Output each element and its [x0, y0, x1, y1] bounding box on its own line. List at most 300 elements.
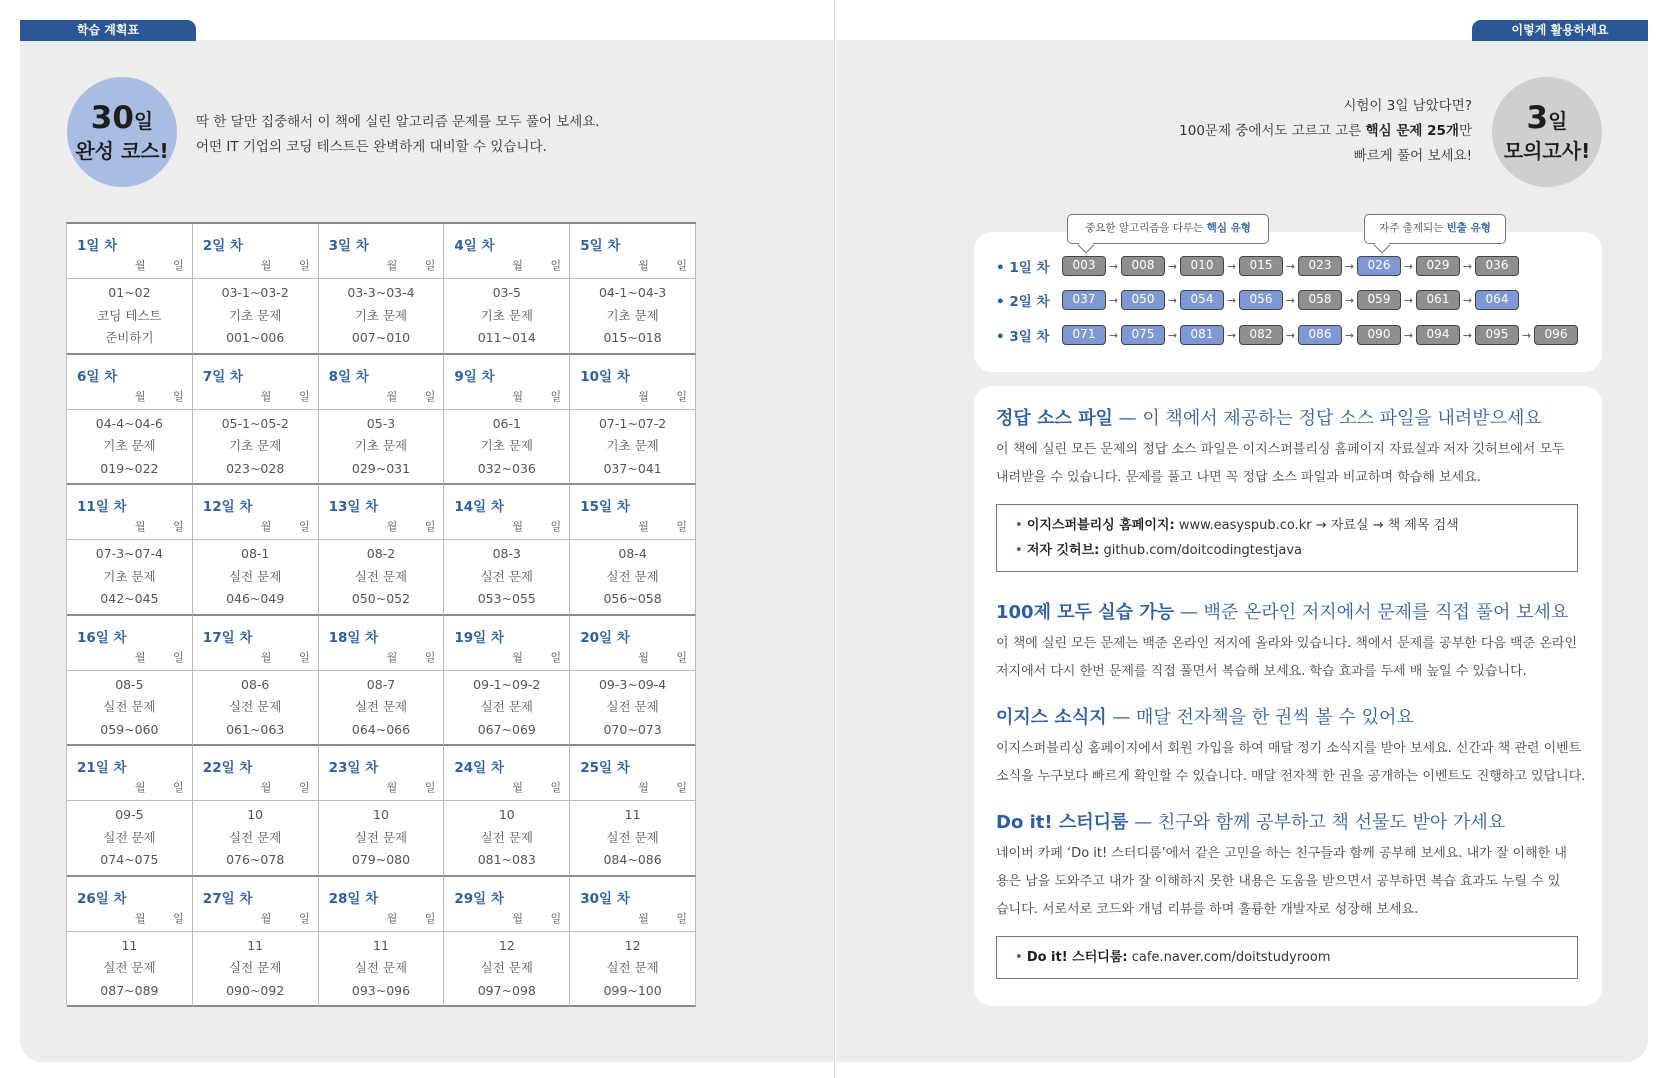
arrow-right-icon: →: [1167, 293, 1178, 307]
github-link[interactable]: • 저자 깃허브: github.com/doitcodingtestjava: [1015, 538, 1577, 563]
study-room-link-box: [996, 936, 1578, 979]
problem-range: 099~100: [603, 982, 662, 998]
cell-content: [67, 410, 192, 484]
cell-header: [67, 746, 192, 801]
day-label: 5일 차: [580, 238, 621, 254]
date-blank: 일: [676, 911, 687, 925]
schedule-day-cell: [67, 485, 193, 616]
date-blank: 일: [550, 781, 562, 794]
problem-range: 046~049: [226, 591, 285, 606]
chapter-range: 10: [247, 807, 264, 822]
right-header-tab: 이렇게 활용하세요: [1472, 20, 1648, 41]
problem-number-pill: 086: [1298, 325, 1342, 345]
month-blank: 월: [386, 911, 398, 925]
section-body: 이지스퍼블리싱 홈페이지에서 회원 가입을 하여 매달 정기 소식지를 받아 보세요. 신간과 책 관련 이벤트 소식을 누구보다 빠르게 확인할 수 있습니다. 매달 전자책 한 권을 공개하는 이벤트도 진행하고 있답니다.: [996, 741, 1586, 784]
chapter-range: 08-6: [241, 676, 270, 692]
mock-day-row: [996, 289, 1519, 311]
month-blank: 월: [638, 389, 649, 403]
cell-content: [444, 671, 569, 745]
month-blank: 월: [386, 781, 398, 794]
problem-number-pill: 075: [1121, 325, 1165, 345]
date-blank: 일: [676, 259, 687, 272]
schedule-day-cell: [444, 877, 570, 1008]
newsletter-section: [996, 703, 1586, 791]
problem-range: 050~052: [351, 591, 411, 606]
problem-category: 실전 문제: [229, 699, 282, 714]
date-blank: 일: [424, 911, 436, 925]
cell-content: [444, 279, 569, 353]
chapter-range: 08-7: [366, 676, 396, 692]
month-blank: 월: [260, 650, 272, 664]
month-blank: 월: [135, 389, 146, 403]
chapter-range: 11: [624, 807, 641, 822]
date-blank: 일: [173, 911, 184, 925]
cell-content: [444, 540, 569, 614]
arrow-right-icon: →: [1403, 259, 1414, 273]
problem-range: 070~073: [603, 721, 662, 737]
problem-category: 기초 문제: [103, 438, 156, 453]
problem-range: 061~063: [226, 721, 285, 737]
day-label: 15일 차: [580, 499, 630, 515]
date-blank: 일: [424, 389, 436, 403]
schedule-day-cell: [570, 224, 696, 355]
month-blank: 월: [135, 911, 146, 925]
problem-category: 실전 문제: [480, 960, 533, 975]
month-blank: 월: [638, 781, 649, 794]
intro-line: 빠르게 풀어 보세요!: [1353, 148, 1472, 164]
cell-header: [193, 746, 318, 801]
month-blank: 월: [638, 650, 649, 664]
date-blank: 일: [550, 520, 562, 533]
arrow-right-icon: →: [1226, 293, 1237, 307]
schedule-day-cell: [193, 355, 319, 486]
intro-line: 100문제 중에서도 고르고 고른 핵심 문제 25개만: [1179, 123, 1472, 139]
cell-header: [67, 224, 192, 279]
chapter-range: 11: [373, 937, 389, 953]
problem-number-pill: 054: [1180, 290, 1224, 310]
date-blank: 일: [424, 520, 436, 533]
cell-content: [193, 932, 318, 1006]
problem-number-pill: 059: [1357, 290, 1401, 310]
problem-category: 기초 문제: [229, 307, 282, 323]
schedule-day-cell: [570, 355, 696, 486]
month-blank: 월: [512, 259, 524, 272]
cell-content: [67, 540, 192, 614]
badge-subtitle: 완성 코스!: [75, 138, 169, 163]
study-room-section: [996, 808, 1586, 924]
problem-category: 실전 문제: [606, 960, 659, 975]
problem-number-pill: 058: [1298, 290, 1342, 310]
day-label: 23일 차: [328, 760, 379, 776]
problem-number-pill: 026: [1357, 256, 1401, 276]
frequent-type-callout: 자주 출제되는 빈출 유형: [1364, 214, 1506, 244]
cell-header: [444, 355, 569, 410]
date-blank: 일: [173, 520, 184, 533]
cell-content: [193, 279, 318, 353]
cell-header: [319, 616, 444, 671]
chapter-range: 05-3: [366, 415, 396, 431]
schedule-day-cell: [444, 485, 570, 616]
problem-category: 기초 문제: [103, 568, 156, 584]
month-blank: 월: [638, 259, 649, 272]
problem-category: 기초 문제: [354, 307, 408, 323]
problem-range: 067~069: [477, 721, 536, 737]
mock-day-row: [996, 324, 1578, 346]
problem-category: 실전 문제: [103, 829, 156, 845]
month-blank: 월: [260, 389, 272, 403]
day-label: 14일 차: [454, 499, 504, 515]
problem-range: 059~060: [100, 721, 159, 737]
cell-content: [319, 801, 444, 875]
cell-content: [319, 932, 444, 1006]
date-blank: 일: [173, 259, 184, 272]
problem-category: 기초 문제: [354, 438, 408, 453]
month-blank: 월: [512, 520, 524, 533]
problem-category: 실전 문제: [354, 960, 408, 975]
schedule-day-cell: [319, 224, 445, 355]
date-blank: 일: [173, 781, 184, 794]
problem-number-pill: 096: [1534, 325, 1578, 345]
30-day-course-badge: [67, 77, 177, 187]
month-blank: 월: [638, 911, 649, 925]
day-label: 29일 차: [454, 890, 504, 907]
cell-content: [570, 801, 695, 875]
problem-category: 기초 문제: [606, 307, 659, 323]
day-label: 20일 차: [580, 629, 630, 646]
cell-header: [444, 877, 569, 932]
chapter-range: 09-5: [115, 807, 144, 822]
chapter-range: 04-4~04-6: [95, 415, 163, 431]
chapter-range: 04-1~04-3: [598, 285, 667, 300]
cell-header: [570, 746, 695, 801]
chapter-range: 01~02: [108, 285, 151, 300]
mock-day-label: • 3일 차: [996, 329, 1050, 345]
problem-range: 032~036: [477, 460, 536, 476]
month-blank: 월: [135, 650, 146, 664]
intro-line: 어떤 IT 기업의 코딩 테스트든 완벽하게 대비할 수 있습니다.: [196, 139, 547, 155]
section-title: Do it! 스터디룸 — 친구와 함께 공부하고 책 선물도 받아 가세요: [996, 812, 1506, 833]
cell-header: [67, 616, 192, 671]
problem-category: 실전 문제: [103, 960, 156, 975]
cell-content: [319, 279, 444, 353]
section-body: 이 책에 실린 모든 문제의 정답 소스 파일은 이지스퍼블리싱 홈페이지 자료실과 저자 깃허브에서 모두 내려받을 수 있습니다. 문제를 풀고 나면 꼭 정답 소스 파일과 비교하며 학습해 보세요.: [996, 442, 1565, 485]
problem-number-pill: 015: [1239, 256, 1283, 276]
problem-range: 007~010: [351, 330, 411, 345]
schedule-day-cell: [67, 877, 193, 1008]
arrow-right-icon: →: [1167, 259, 1178, 273]
problem-number-pill: 081: [1180, 325, 1224, 345]
problem-category: 실전 문제: [480, 829, 533, 845]
day-label: 21일 차: [77, 760, 127, 776]
cell-content: [193, 540, 318, 614]
chapter-range: 12: [498, 937, 515, 953]
schedule-day-cell: [67, 616, 193, 747]
problem-range: 029~031: [351, 460, 411, 476]
arrow-right-icon: →: [1285, 328, 1296, 342]
problem-number-pill: 071: [1062, 325, 1106, 345]
chapter-range: 08-1: [241, 546, 270, 561]
schedule-day-cell: [193, 877, 319, 1008]
3-day-mock-badge: [1492, 77, 1602, 187]
problem-range: 019~022: [100, 460, 159, 476]
problem-range: 074~075: [100, 852, 159, 867]
problem-range: 079~080: [351, 852, 411, 867]
chapter-range: 08-2: [366, 546, 396, 561]
problem-category: 기초 문제: [606, 438, 659, 453]
problem-number-pill: 029: [1416, 256, 1460, 276]
problem-number-pill: 003: [1062, 256, 1106, 276]
month-blank: 월: [386, 650, 398, 664]
chapter-range: 08-4: [618, 546, 647, 561]
date-blank: 일: [424, 650, 436, 664]
schedule-day-cell: [193, 616, 319, 747]
problem-number-pill: 061: [1416, 290, 1460, 310]
problem-range: 084~086: [603, 852, 662, 867]
badge-number: 30: [90, 99, 134, 136]
month-blank: 월: [386, 520, 398, 533]
arrow-right-icon: →: [1344, 293, 1355, 307]
answer-links-box: [996, 504, 1578, 572]
problem-category: 실전 문제: [354, 829, 408, 845]
month-blank: 월: [135, 259, 146, 272]
chapter-range: 07-3~07-4: [95, 546, 163, 561]
date-blank: 일: [676, 389, 687, 403]
cell-header: [193, 485, 318, 540]
cell-header: [193, 616, 318, 671]
problem-category: 실전 문제: [480, 699, 533, 714]
chapter-range: 08-5: [115, 676, 144, 692]
schedule-day-cell: [319, 877, 445, 1008]
date-blank: 일: [676, 520, 687, 533]
chapter-range: 03-3~03-4: [347, 285, 415, 300]
schedule-day-cell: [570, 877, 696, 1008]
day-label: 28일 차: [328, 890, 379, 907]
badge-number: 3: [1526, 99, 1549, 136]
cell-header: [570, 616, 695, 671]
problem-category: 실전 문제: [229, 568, 282, 584]
mock-day-label: • 2일 차: [996, 294, 1050, 310]
cell-header: [193, 877, 318, 932]
cell-header: [67, 877, 192, 932]
arrow-right-icon: →: [1285, 259, 1296, 273]
day-label: 2일 차: [202, 238, 243, 254]
day-label: 27일 차: [202, 890, 253, 907]
problem-number-pill: 050: [1121, 290, 1165, 310]
problem-number-pill: 008: [1121, 256, 1165, 276]
arrow-right-icon: →: [1285, 293, 1296, 307]
schedule-day-cell: [444, 355, 570, 486]
day-label: 11일 차: [77, 499, 127, 515]
book-spine: [834, 0, 835, 1078]
month-blank: 월: [260, 520, 272, 533]
problem-category: 실전 문제: [103, 699, 156, 714]
day-label: 4일 차: [454, 238, 495, 254]
schedule-day-cell: [67, 355, 193, 486]
cell-header: [67, 485, 192, 540]
date-blank: 일: [550, 259, 562, 272]
chapter-range: 12: [624, 937, 641, 953]
month-blank: 월: [260, 781, 272, 794]
day-label: 25일 차: [580, 760, 630, 776]
3-day-intro: [1179, 94, 1472, 169]
schedule-day-cell: [67, 746, 193, 877]
date-blank: 일: [173, 650, 184, 664]
day-label: 17일 차: [202, 629, 253, 646]
problem-category: 실전 문제: [229, 960, 282, 975]
cell-header: [570, 485, 695, 540]
schedule-day-cell: [319, 485, 445, 616]
schedule-day-cell: [193, 746, 319, 877]
badge-subtitle: 모의고사!: [1503, 138, 1591, 163]
chapter-range: 03-5: [492, 285, 521, 300]
practice-section: [996, 598, 1586, 686]
problem-number-pill: 056: [1239, 290, 1283, 310]
cell-header: [319, 355, 444, 410]
schedule-day-cell: [444, 224, 570, 355]
problem-range: 064~066: [351, 721, 411, 737]
cell-header: [444, 616, 569, 671]
problem-number-pill: 094: [1416, 325, 1460, 345]
day-label: 10일 차: [580, 368, 630, 385]
30-day-intro: [196, 110, 600, 160]
study-schedule-table: [66, 222, 696, 1005]
cell-header: [570, 877, 695, 932]
schedule-day-cell: [444, 746, 570, 877]
month-blank: 월: [260, 911, 272, 925]
day-label: 9일 차: [454, 368, 495, 385]
problem-range: 053~055: [477, 591, 536, 606]
month-blank: 월: [260, 259, 272, 272]
month-blank: 월: [135, 781, 146, 794]
cell-content: [444, 410, 569, 484]
arrow-right-icon: →: [1462, 328, 1473, 342]
homepage-link[interactable]: • 이지스퍼블리싱 홈페이지: www.easyspub.co.kr → 자료실 → 책 제목 검색: [1015, 513, 1577, 538]
day-label: 12일 차: [202, 499, 253, 515]
date-blank: 일: [298, 389, 310, 403]
problem-range: 056~058: [603, 591, 662, 606]
chapter-range: 03-1~03-2: [221, 285, 289, 300]
date-blank: 일: [298, 781, 310, 794]
problem-range: 011~014: [477, 330, 536, 345]
problem-range: 037~041: [603, 460, 662, 476]
date-blank: 일: [298, 911, 310, 925]
cell-content: [193, 671, 318, 745]
cell-content: [570, 932, 695, 1006]
schedule-day-cell: [319, 616, 445, 747]
day-label: 16일 차: [77, 629, 127, 646]
cell-header: [444, 746, 569, 801]
date-blank: 일: [676, 650, 687, 664]
section-title: 이지스 소식지 — 매달 전자책을 한 권씩 볼 수 있어요: [996, 707, 1414, 728]
month-blank: 월: [386, 389, 398, 403]
problem-category: 실전 문제: [606, 829, 659, 845]
answer-files-section: [996, 404, 1586, 492]
day-label: 3일 차: [328, 238, 369, 254]
arrow-right-icon: →: [1462, 293, 1473, 307]
day-label: 8일 차: [328, 368, 369, 385]
schedule-day-cell: [570, 616, 696, 747]
problem-range: 093~096: [351, 982, 411, 998]
chapter-range: 06-1: [492, 415, 521, 431]
date-blank: 일: [173, 389, 184, 403]
chapter-range: 10: [498, 807, 515, 822]
study-room-link[interactable]: • Do it! 스터디룸: cafe.naver.com/doitstudyroom: [1015, 945, 1577, 970]
arrow-right-icon: →: [1167, 328, 1178, 342]
cell-content: [319, 410, 444, 484]
day-label: 26일 차: [77, 890, 127, 907]
date-blank: 일: [298, 520, 310, 533]
problem-category: 실전 문제: [606, 699, 659, 714]
month-blank: 월: [512, 650, 524, 664]
problem-number-pill: 082: [1239, 325, 1283, 345]
chapter-range: 09-1~09-2: [473, 676, 541, 692]
schedule-day-cell: [570, 746, 696, 877]
problem-category: 실전 문제: [229, 829, 282, 845]
month-blank: 월: [638, 520, 649, 533]
section-title: 100제 모두 실습 가능 — 백준 온라인 저지에서 문제를 직접 풀어 보세요: [996, 602, 1569, 623]
problem-number-pill: 023: [1298, 256, 1342, 276]
intro-line: 시험이 3일 남았다면?: [1343, 98, 1472, 114]
problem-range: 076~078: [226, 852, 285, 867]
cell-header: [319, 746, 444, 801]
arrow-right-icon: →: [1226, 259, 1237, 273]
problem-number-pill: 010: [1180, 256, 1224, 276]
date-blank: 일: [424, 781, 436, 794]
cell-content: [444, 932, 569, 1006]
schedule-day-cell: [444, 616, 570, 747]
day-label: 18일 차: [328, 629, 379, 646]
cell-header: [319, 485, 444, 540]
problem-number-pill: 095: [1475, 325, 1519, 345]
arrow-right-icon: →: [1521, 328, 1532, 342]
section-body: 네이버 카페 ‘Do it! 스터디룸’에서 같은 고민을 하는 친구들과 함께 공부해 보세요. 내가 잘 이해한 내 용은 남을 도와주고 내가 잘 이해하지 못한 내용은 도움을 받으면서 공부하면 복습 효과도 누릴 수 있 습니다. 서로서로 코드와 개념 리뷰를 하며 훌륭한 개발자로 성장해 보세요.: [996, 846, 1567, 917]
schedule-day-cell: [319, 746, 445, 877]
day-label: 1일 차: [77, 238, 118, 254]
cell-content: [67, 671, 192, 745]
badge-unit: 일: [133, 108, 154, 133]
cell-header: [193, 355, 318, 410]
problem-range: 081~083: [477, 852, 536, 867]
cell-content: [193, 410, 318, 484]
month-blank: 월: [512, 389, 524, 403]
badge-unit: 일: [1548, 108, 1568, 133]
cell-content: [319, 671, 444, 745]
problem-range: 023~028: [226, 460, 285, 476]
month-blank: 월: [512, 911, 524, 925]
day-label: 22일 차: [202, 760, 253, 776]
intro-line: 딱 한 달만 집중해서 이 책에 실린 알고리즘 문제를 모두 풀어 보세요.: [196, 114, 600, 130]
cell-content: [570, 540, 695, 614]
date-blank: 일: [676, 781, 687, 794]
schedule-day-cell: [319, 355, 445, 486]
mock-day-label: • 1일 차: [996, 260, 1050, 276]
arrow-right-icon: →: [1344, 259, 1355, 273]
cell-content: [570, 410, 695, 484]
problem-category: 실전 문제: [354, 699, 408, 714]
problem-category: 실전 문제: [606, 568, 659, 584]
problem-number-pill: 036: [1475, 256, 1519, 276]
arrow-right-icon: →: [1344, 328, 1355, 342]
cell-header: [319, 877, 444, 932]
month-blank: 월: [512, 781, 524, 794]
cell-content: [319, 540, 444, 614]
chapter-range: 09-3~09-4: [598, 676, 667, 692]
date-blank: 일: [550, 650, 562, 664]
problem-category: 기초 문제: [480, 307, 533, 323]
mock-day-row: [996, 255, 1519, 277]
problem-range: 015~018: [603, 330, 662, 345]
problem-category: 실전 문제: [354, 568, 408, 584]
